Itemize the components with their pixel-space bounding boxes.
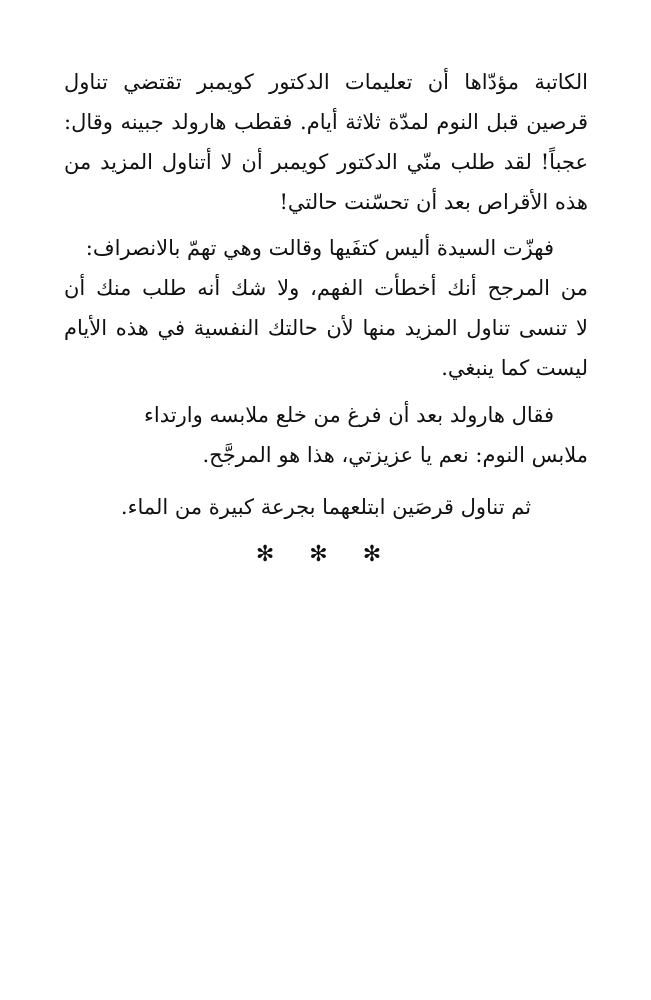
- paragraph-line: لا تنسى تناول المزيد منها لأن حالتك النفسية في هذه الأيام: [64, 316, 588, 340]
- section-separator: ✻ ✻ ✻: [255, 542, 396, 567]
- paragraph-line: فهزّت السيدة أليس كتفَيها وقالت وهي تهمّ بالانصراف:: [85, 236, 554, 260]
- paragraph-line: الكاتبة مؤدّاها أن تعليمات الدكتور كويمبر تقتضي تناول: [64, 70, 588, 94]
- paragraph-2: [64, 228, 588, 388]
- paragraph-1: [64, 62, 588, 222]
- paragraph-line: ليست كما ينبغي.: [441, 356, 588, 380]
- paragraph-line: هذه الأقراص بعد أن تحسّنت حالتي!: [279, 190, 588, 214]
- paragraph-4: [64, 487, 588, 527]
- paragraph-line: فقال هارولد بعد أن فرغ من خلع ملابسه وارتداء: [144, 403, 554, 427]
- paragraph-line: ملابس النوم: نعم يا عزيزتي، هذا هو المرجَّح.: [202, 443, 588, 467]
- paragraph-line: ثم تناول قرصَين ابتلعهما بجرعة كبيرة من الماء.: [120, 495, 532, 519]
- paragraph-line: عجباً! لقد طلب منّي الدكتور كويمبر أن لا أتناول المزيد من: [64, 150, 588, 174]
- paragraph-line: من المرجح أنك أخطأت الفهم، ولا شك أنه طلب منك أن: [64, 276, 588, 300]
- paragraph-3: [64, 395, 588, 475]
- paragraph-line: قرصين قبل النوم لمدّة ثلاثة أيام. فقطب هارولد جبينه وقال:: [64, 110, 588, 134]
